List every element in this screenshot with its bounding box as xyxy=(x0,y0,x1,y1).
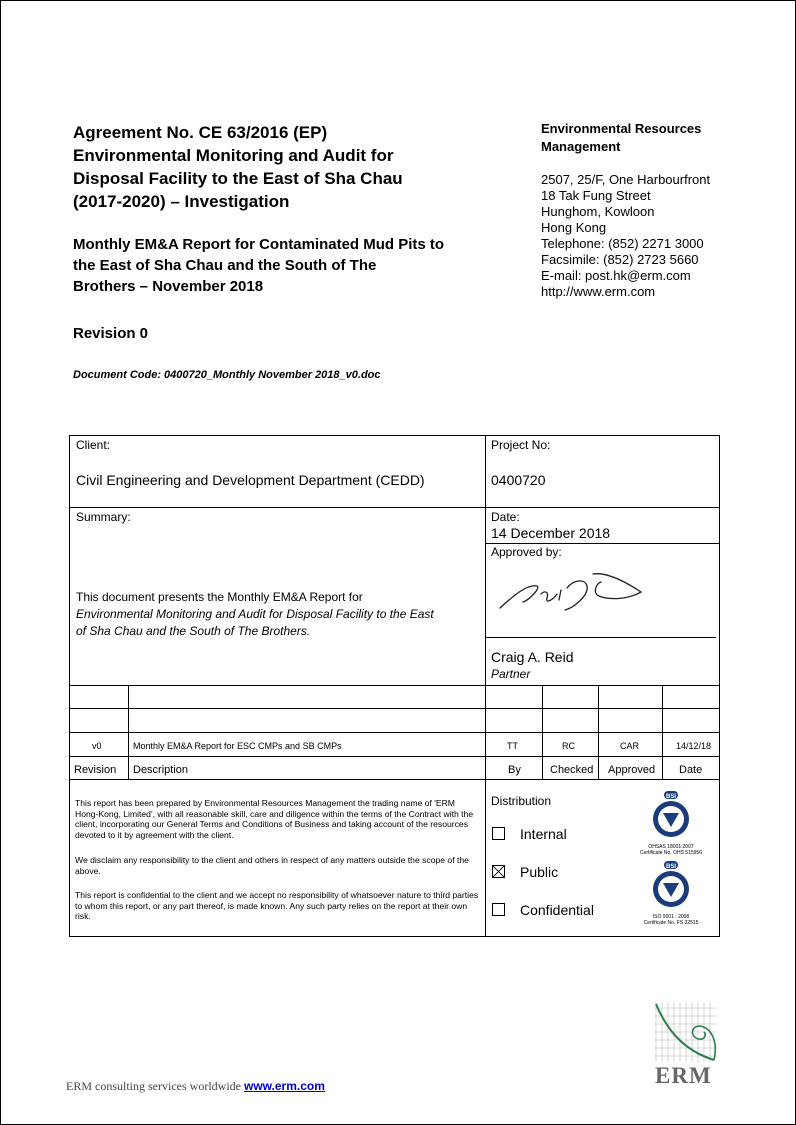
header-revision: Revision xyxy=(74,764,117,776)
telephone: Telephone: (852) 2271 3000 xyxy=(541,236,704,251)
rev-value: v0 xyxy=(92,741,102,751)
disclaimer-paragraph: This report has been prepared by Environmental Resources Management the trading name of 'ERM Hong-Kong, Limited', with all reasonable skill, care and diligence within the terms of the Contract with the client, incorporating our General Terms and Conditions of Business and taking account of the resources devoted to it by agreement with the client. xyxy=(75,798,474,840)
rev-date: 14/12/18 xyxy=(676,741,712,751)
cert2-line1: ISO 9001 : 2008 xyxy=(652,914,690,920)
subtitle-line: Brothers – November 2018 xyxy=(73,278,264,295)
address-line: Hong Kong xyxy=(541,220,607,235)
erm-logo-icon xyxy=(652,998,720,1064)
document-code: Document Code: 0400720_Monthly November 2018_v0.doc xyxy=(73,369,381,381)
footer-text: ERM consulting services worldwide xyxy=(66,1079,244,1093)
date-label: Date: xyxy=(491,510,520,524)
rev-description: Monthly EM&A Report for ESC CMPs and SB CMPs xyxy=(133,741,342,751)
disclaimer-paragraph: We disclaim any responsibility to the client and others in respect of any matters outside the scope of the above. xyxy=(75,855,469,876)
rev-by: TT xyxy=(507,741,518,751)
approver-name: Craig A. Reid xyxy=(491,649,574,665)
summary-text: Environmental Monitoring and Audit for Disposal Facility to the East xyxy=(76,607,434,621)
footer xyxy=(66,1079,325,1094)
subtitle-line: Monthly EM&A Report for Contaminated Mud Pits to xyxy=(73,236,445,253)
ohsas-cert-badge xyxy=(631,791,711,856)
internal-checkbox[interactable] xyxy=(492,827,505,840)
header-description: Description xyxy=(133,764,189,776)
header-by: By xyxy=(508,764,521,776)
summary-label: Summary: xyxy=(76,510,131,524)
project-label: Project No: xyxy=(491,438,551,452)
check-x-icon xyxy=(493,866,504,877)
website: http://www.erm.com xyxy=(541,284,656,299)
client-label: Client: xyxy=(76,438,111,452)
cert2-line2: Certificate No. FS 32515 xyxy=(643,920,699,926)
cert1-logo-text: BSI xyxy=(665,794,677,800)
org-name-line: Environmental Resources xyxy=(541,121,702,136)
rev-approved: CAR xyxy=(620,741,640,751)
document-control-table xyxy=(69,435,720,937)
cert2-logo-text: BSI xyxy=(665,864,677,870)
org-name-line: Management xyxy=(541,139,621,154)
summary-text: This document presents the Monthly EM&A Report for xyxy=(76,590,363,604)
iso-cert-badge xyxy=(631,861,711,926)
confidential-checkbox[interactable] xyxy=(492,903,505,916)
public-label: Public xyxy=(520,864,559,880)
facsimile: Facsimile: (852) 2723 5660 xyxy=(541,252,699,267)
title-line: (2017-2020) – Investigation xyxy=(73,192,290,211)
distribution-label: Distribution xyxy=(491,794,552,808)
org-name xyxy=(541,120,741,156)
disclaimer-paragraph: This report is confidential to the client and we accept no responsibility of whatsoever nature to third parties to whom this report, or any part thereof, is made known. Any such party relies on the report at their own risk. xyxy=(75,890,479,921)
document-title xyxy=(73,121,493,213)
subtitle-line: the East of Sha Chau and the South of The xyxy=(73,257,377,274)
revision-label: Revision 0 xyxy=(73,325,149,342)
confidential-label: Confidential xyxy=(520,902,594,918)
title-line: Agreement No. CE 63/2016 (EP) xyxy=(73,123,328,142)
bsi-shield-icon xyxy=(650,791,692,839)
date-value: 14 December 2018 xyxy=(491,525,611,541)
approver-title: Partner xyxy=(491,667,531,681)
approved-by-label: Approved by: xyxy=(491,545,562,559)
header-date: Date xyxy=(679,764,703,776)
erm-logo-text: ERM xyxy=(655,1063,712,1088)
footer-link[interactable]: www.erm.com xyxy=(243,1079,325,1093)
email: E-mail: post.hk@erm.com xyxy=(541,268,691,283)
summary-text: of Sha Chau and the South of The Brothers. xyxy=(76,624,311,638)
project-value: 0400720 xyxy=(491,472,546,488)
address-line: Hunghom, Kowloon xyxy=(541,204,655,219)
cert1-line1: OHSAS 18001:2007 xyxy=(648,844,694,850)
rev-checked: RC xyxy=(562,741,575,751)
title-line: Environmental Monitoring and Audit for xyxy=(73,146,394,165)
cert1-line2: Certificate No. OHS 515956 xyxy=(640,850,702,856)
internal-label: Internal xyxy=(520,826,567,842)
header-approved: Approved xyxy=(608,764,656,776)
address-line: 2507, 25/F, One Harbourfront xyxy=(541,172,711,187)
header-checked: Checked xyxy=(550,764,594,776)
signature-image xyxy=(495,566,655,621)
bsi-shield-icon xyxy=(650,861,692,909)
public-checkbox[interactable] xyxy=(492,865,505,878)
title-line: Disposal Facility to the East of Sha Chau xyxy=(73,169,403,188)
org-address xyxy=(541,172,761,300)
address-line: 18 Tak Fung Street xyxy=(541,188,651,203)
client-value: Civil Engineering and Development Department (CEDD) xyxy=(76,472,425,488)
document-subtitle xyxy=(73,234,493,297)
